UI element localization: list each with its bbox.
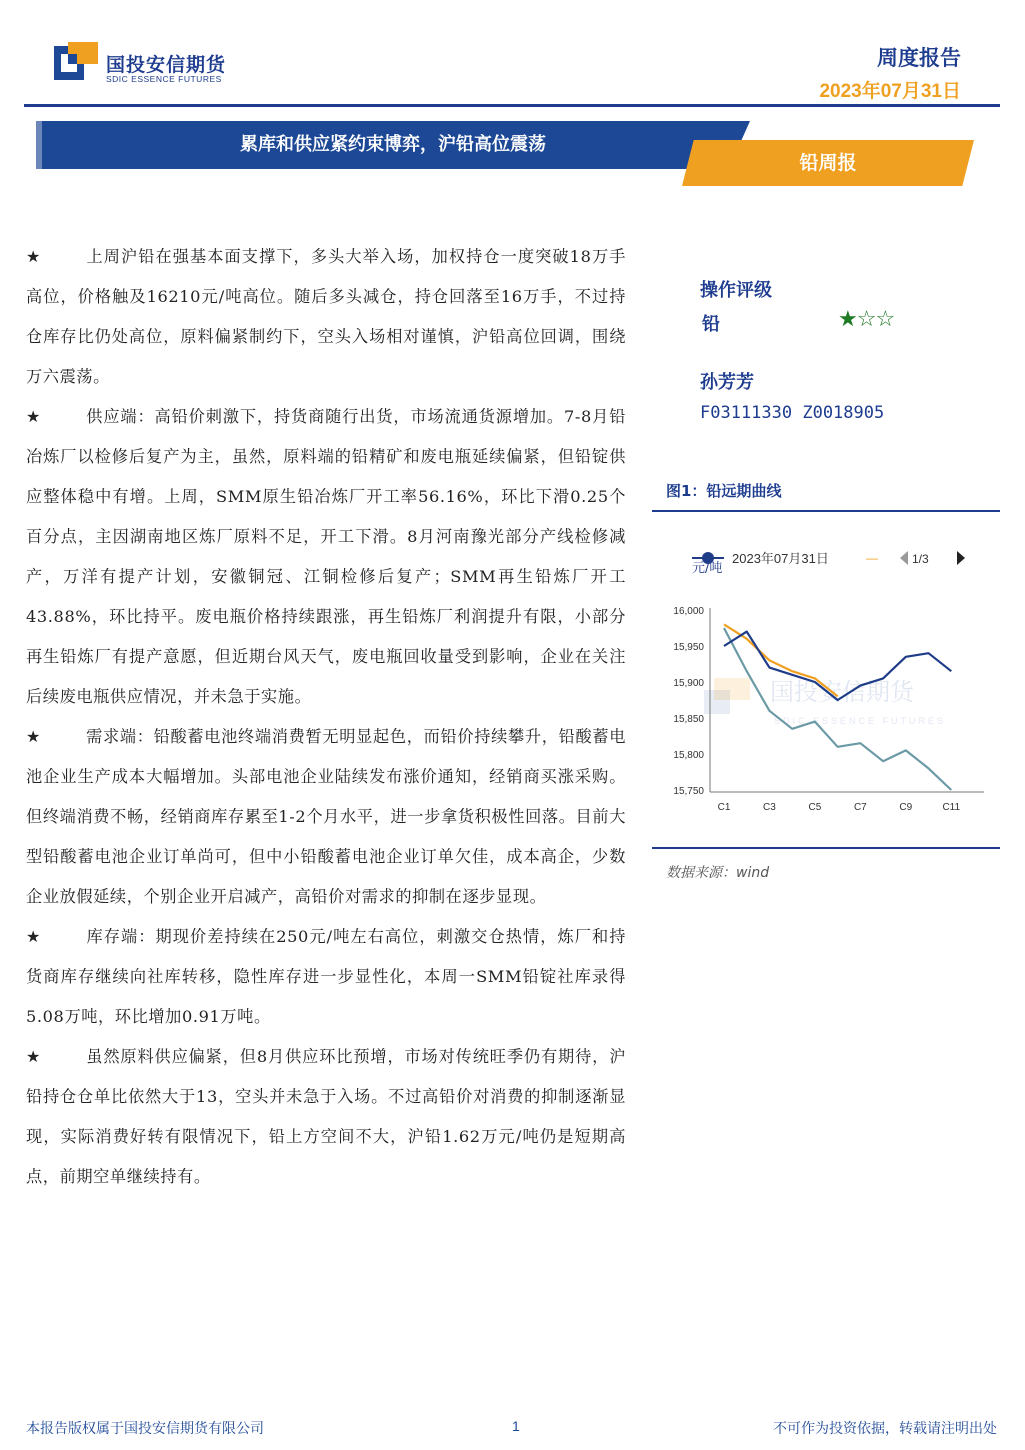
x-tick-label: C7	[853, 802, 867, 813]
x-tick-label: C11	[942, 802, 961, 813]
watermark-logo-icon	[714, 678, 750, 700]
analyst-certificate: F03111330 Z0018905	[700, 403, 885, 423]
x-tick-label: C9	[899, 802, 913, 813]
y-tick-label: 15,950	[673, 642, 704, 653]
y-tick-label: 16,000	[673, 606, 704, 617]
rating-label: 操作评级	[700, 280, 772, 301]
commodity-name: 铅	[702, 314, 720, 335]
y-tick-label: 15,800	[673, 750, 704, 761]
paragraph	[26, 917, 626, 1037]
legend-prev-icon[interactable]	[900, 551, 908, 565]
report-date: 2023年07月31日	[819, 81, 961, 102]
forward-curve-chart	[652, 540, 1000, 840]
figure-divider-bottom	[652, 847, 1000, 849]
disclaimer-notice: 不可作为投资依据，转载请注明出处	[773, 1421, 997, 1437]
watermark-text: 国投安信期货	[770, 678, 914, 706]
watermark-text-en: SDIC ESSENCE FUTURES	[774, 716, 947, 726]
y-axis-unit	[692, 561, 722, 576]
company-logo-icon	[54, 42, 98, 82]
company-name-cn: 国投安信期货	[106, 54, 227, 76]
legend-next-icon[interactable]	[957, 551, 965, 565]
paragraph	[26, 397, 626, 717]
copyright-notice: 本报告版权属于国投安信期货有限公司	[26, 1421, 264, 1437]
paragraph	[26, 237, 626, 397]
rating-stars-icon: ★☆☆	[838, 307, 895, 332]
figure-title: 图1：铅远期曲线	[666, 482, 782, 500]
y-tick-label: 15,850	[673, 714, 704, 725]
paragraph	[26, 717, 626, 917]
series-line	[724, 628, 951, 790]
analyst-name: 孙芳芳	[700, 372, 754, 393]
report-type: 周度报告	[877, 46, 961, 70]
star-bullet-icon: ★	[26, 247, 42, 266]
y-tick-label: 15,900	[673, 678, 704, 689]
y-tick-label: 15,750	[673, 786, 704, 797]
star-bullet-icon: ★	[26, 407, 42, 426]
paragraph-text: 上周沪铅在强基本面支撑下，多头大举入场，加权持仓一度突破18万手高位，价格触及16210元/吨高位。随后多头减仓，持仓回落至16万手，不过持仓库存比仍处高位，原料偏紧制约下，空头入场相对谨慎，沪铅高位回调，围绕万六震荡。	[26, 247, 626, 386]
x-tick-label: C3	[763, 802, 776, 813]
y-axis-unit-text: 元/吨	[692, 561, 723, 576]
star-bullet-icon: ★	[26, 1047, 42, 1066]
report-title: 累库和供应紧约束博弈，沪铅高位震荡	[240, 134, 546, 155]
company-name-en: SDIC ESSENCE FUTURES	[106, 74, 222, 84]
legend-dash: —	[866, 551, 878, 565]
paragraph-text: 需求端：铅酸蓄电池终端消费暂无明显起色，而铅价持续攀升，铅酸蓄电池企业生产成本大幅增加。头部电池企业陆续发布涨价通知，经销商买涨采购。但终端消费不畅，经销商库存累至1-2个月水平，进一步拿货积极性回落。目前大型铅酸蓄电池企业订单尚可，但中小铅酸蓄电池企业订单欠佳，成本高企，少数企业放假延续，个别企业开启减产，高铅价对需求的抑制在逐步显现。	[26, 727, 626, 906]
star-bullet-icon: ★	[26, 927, 42, 946]
report-tag: 铅周报	[799, 152, 857, 174]
paragraph-text: 供应端：高铅价刺激下，持货商随行出货，市场流通货源增加。7-8月铅冶炼厂以检修后复产为主，虽然，原料端的铅精矿和废电瓶延续偏紧，但铅锭供应整体稳中有增。上周，SMM原生铅冶炼厂开工率56.16%，环比下滑0.25个百分点，主因湖南地区炼厂原料不足，开工下滑。8月河南豫光部分产线检修减产，万洋有提产计划，安徽铜冠、江铜检修后复产；SMM再生铅炼厂开工43.88%，环比持平。废电瓶价格持续跟涨，再生铅炼厂利润提升有限，小部分再生铅炼厂有提产意愿，但近期台风天气，废电瓶回收量受到影响，企业在关注后续废电瓶供应情况，并未急于实施。	[26, 407, 626, 706]
x-tick-label: C1	[717, 802, 731, 813]
x-tick-label: C5	[808, 802, 822, 813]
header-divider	[24, 104, 1000, 107]
star-bullet-icon: ★	[26, 727, 42, 746]
paragraph-text: 库存端：期现价差持续在250元/吨左右高位，刺激交仓热情，炼厂和持货商库存继续向社库转移，隐性库存进一步显性化，本周一SMM铅锭社库录得5.08万吨，环比增加0.91万吨。	[26, 927, 626, 1026]
paragraph	[26, 1037, 626, 1197]
figure-divider-top	[652, 510, 1000, 512]
data-source: 数据来源：wind	[666, 865, 770, 881]
page-number: 1	[512, 1418, 520, 1434]
paragraph-text: 虽然原料供应偏紧，但8月供应环比预增，市场对传统旺季仍有期待，沪铅持仓仓单比依然大于13，空头并未急于入场。不过高铅价对消费的抑制逐渐显现，实际消费好转有限情况下，铅上方空间不大，沪铅1.62万元/吨仍是短期高点，前期空单继续持有。	[26, 1047, 626, 1186]
main-content	[26, 237, 626, 1197]
legend-pager: 1/3	[912, 552, 929, 566]
legend-date: 2023年07月31日	[732, 551, 829, 566]
